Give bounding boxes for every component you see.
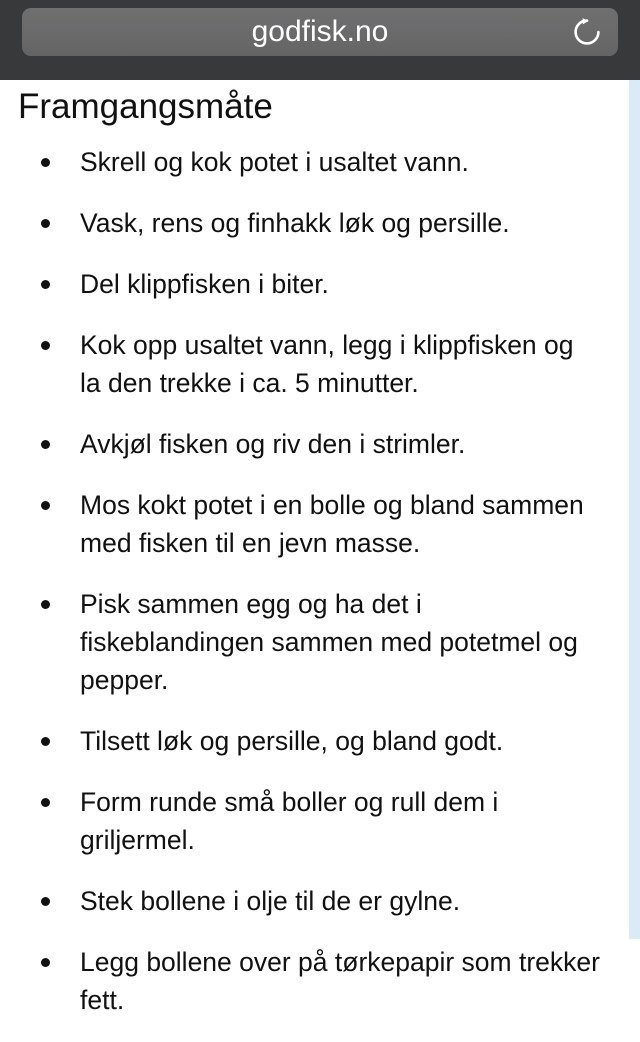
list-item (0, 204, 625, 242)
reload-icon[interactable] (570, 15, 604, 49)
list-item (0, 143, 625, 181)
list-item-text: Avkjøl fisken og riv den i strimler. (80, 429, 466, 459)
bullet-icon (41, 600, 50, 609)
scrollbar[interactable] (629, 80, 640, 939)
list-item-text: Kok opp usaltet vann, legg i klippfisken og la den trekke i ca. 5 minutter. (80, 330, 574, 398)
bullet-icon (41, 158, 50, 167)
list-item (0, 265, 625, 303)
list-item-text: Del klippfisken i biter. (80, 269, 329, 299)
list-item-text: Pisk sammen egg og ha det i fiskeblandingen sammen med potetmel og pepper. (80, 589, 578, 695)
list-item-text: Skrell og kok potet i usaltet vann. (80, 147, 469, 177)
list-item (0, 722, 625, 760)
list-item-text: Tilsett løk og persille, og bland godt. (80, 726, 504, 756)
page-title: Framgangsmåte (18, 87, 273, 126)
address-bar[interactable] (22, 8, 618, 56)
bullet-icon (41, 737, 50, 746)
browser-toolbar (0, 0, 640, 68)
list-item (0, 425, 625, 463)
list-item-text: Legg bollene over på tørkepapir som trekker fett. (80, 947, 600, 1015)
recipe-steps-list (0, 143, 625, 1042)
bullet-icon (41, 501, 50, 510)
toolbar-shadow-band (0, 68, 640, 80)
bullet-icon (41, 897, 50, 906)
bullet-icon (41, 440, 50, 449)
bullet-icon (41, 958, 50, 967)
list-item (0, 486, 625, 562)
list-item (0, 943, 625, 1019)
list-item-text: Form runde små boller og rull dem i griljermel. (80, 787, 499, 855)
list-item (0, 783, 625, 859)
address-bar-url[interactable]: godfisk.no (251, 15, 389, 48)
webpage-content (0, 80, 640, 1015)
list-item (0, 882, 625, 920)
list-item (0, 585, 625, 699)
list-item-text: Vask, rens og finhakk løk og persille. (80, 208, 510, 238)
list-item (0, 326, 625, 402)
bullet-icon (41, 798, 50, 807)
list-item-text: Mos kokt potet i en bolle og bland sammen med fisken til en jevn masse. (80, 490, 584, 558)
bullet-icon (41, 280, 50, 289)
bullet-icon (41, 219, 50, 228)
bullet-icon (41, 341, 50, 350)
list-item-text: Stek bollene i olje til de er gylne. (80, 886, 461, 916)
